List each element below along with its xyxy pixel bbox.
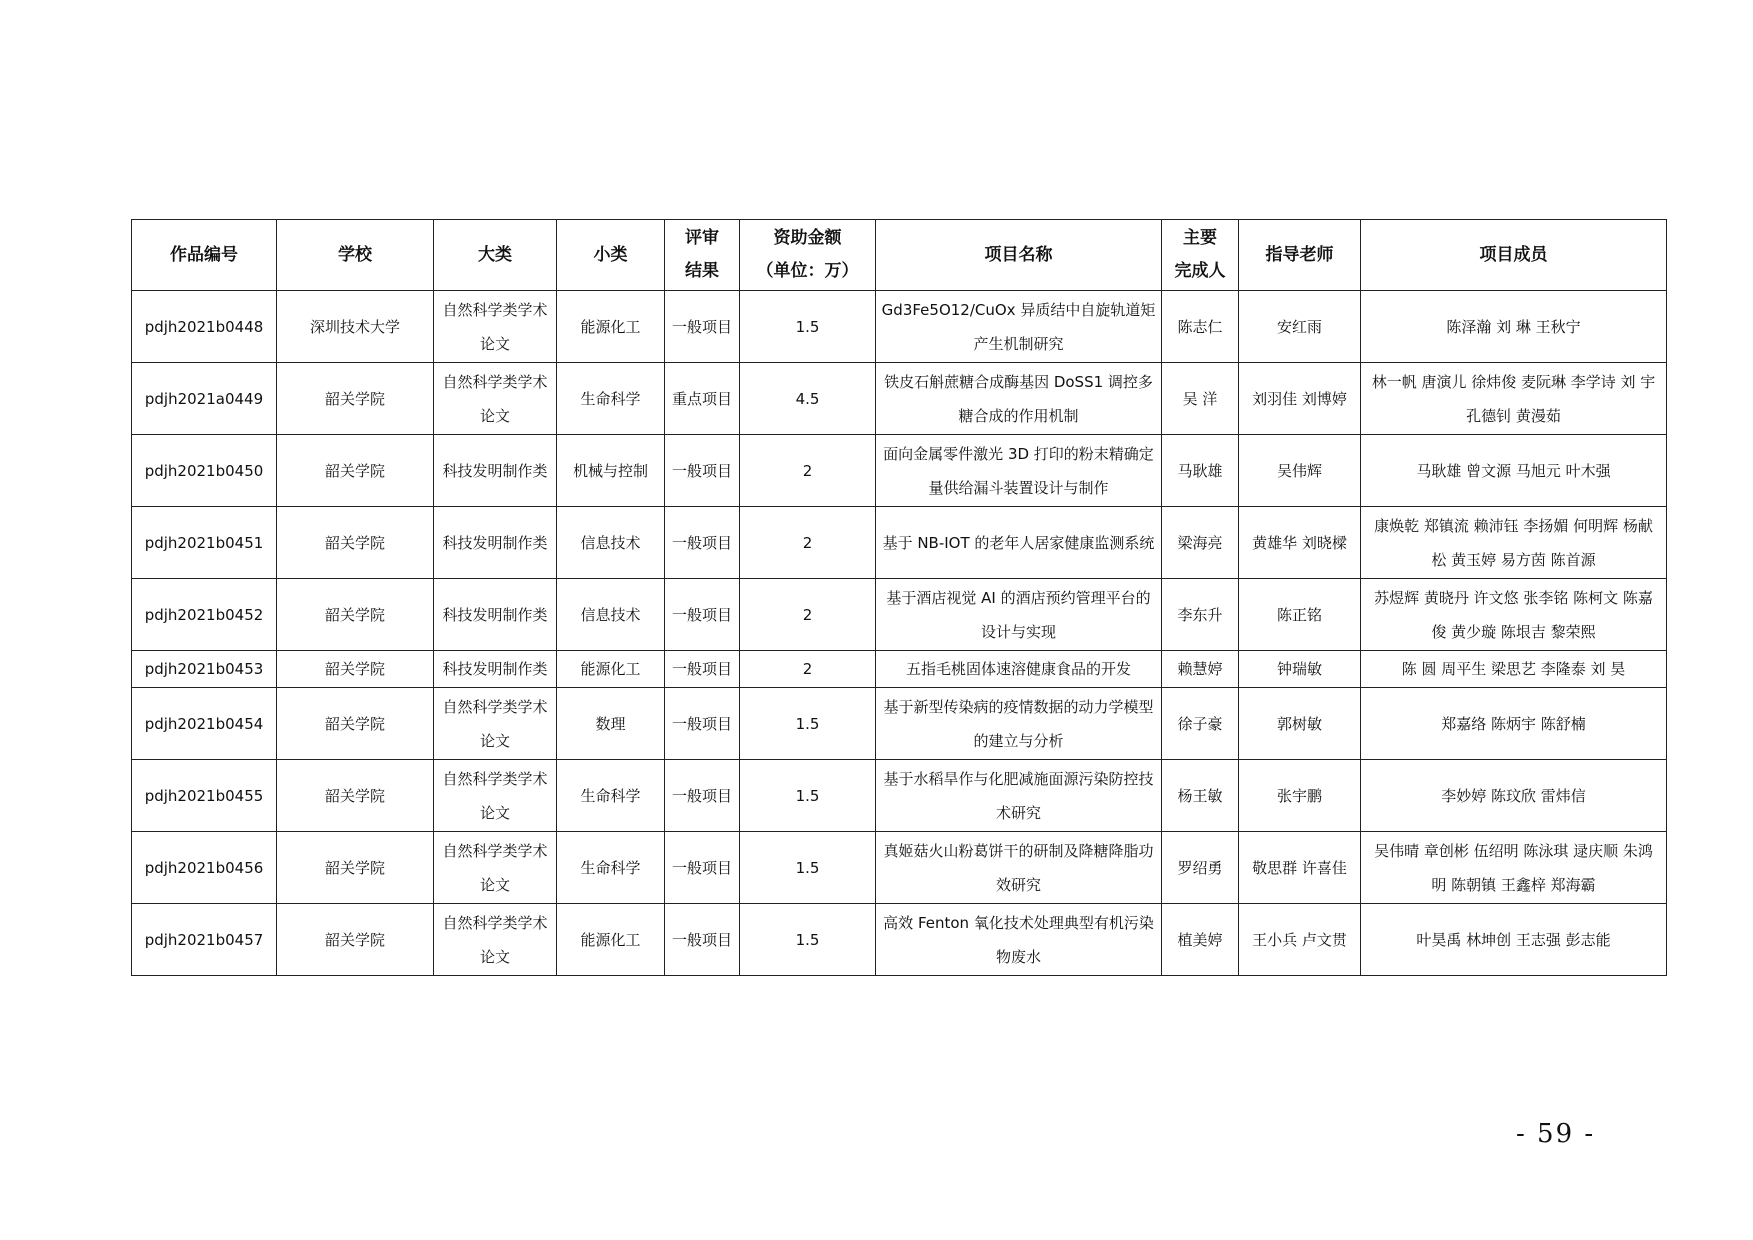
- table-row: [132, 435, 1667, 507]
- cell-subcategory: 能源化工: [557, 291, 665, 363]
- cell-id: pdjh2021b0448: [132, 291, 277, 363]
- cell-lead: 马耿雄: [1162, 435, 1239, 507]
- cell-members: 陈泽瀚 刘 琳 王秋宁: [1361, 291, 1667, 363]
- cell-advisor: 刘羽佳 刘博婷: [1239, 363, 1361, 435]
- cell-review-result: 一般项目: [665, 291, 740, 363]
- table-row: [132, 832, 1667, 904]
- cell-review-result: 一般项目: [665, 579, 740, 651]
- cell-funding: 1.5: [740, 760, 876, 832]
- cell-members: 马耿雄 曾文源 马旭元 叶木强: [1361, 435, 1667, 507]
- cell-members: 苏煜辉 黄晓丹 许文悠 张李铭 陈柯文 陈嘉俊 黄少璇 陈垠吉 黎荣熙: [1361, 579, 1667, 651]
- table-row: [132, 579, 1667, 651]
- cell-id: pdjh2021a0449: [132, 363, 277, 435]
- header-school: 学校: [277, 220, 434, 291]
- table-row: [132, 291, 1667, 363]
- cell-funding: 1.5: [740, 688, 876, 760]
- cell-advisor: 安红雨: [1239, 291, 1361, 363]
- cell-subcategory: 数理: [557, 688, 665, 760]
- cell-id: pdjh2021b0457: [132, 904, 277, 976]
- page-number: - 59 -: [1516, 1119, 1596, 1149]
- cell-review-result: 一般项目: [665, 832, 740, 904]
- cell-funding: 1.5: [740, 832, 876, 904]
- cell-school: 韶关学院: [277, 688, 434, 760]
- table-row: [132, 363, 1667, 435]
- cell-funding: 2: [740, 651, 876, 688]
- cell-lead: 罗绍勇: [1162, 832, 1239, 904]
- cell-members: 林一帆 唐演儿 徐炜俊 麦阮琳 李学诗 刘 宇 孔德钊 黄漫茹: [1361, 363, 1667, 435]
- cell-lead: 杨王敏: [1162, 760, 1239, 832]
- cell-funding: 2: [740, 435, 876, 507]
- cell-lead: 吴 洋: [1162, 363, 1239, 435]
- cell-id: pdjh2021b0455: [132, 760, 277, 832]
- cell-id: pdjh2021b0451: [132, 507, 277, 579]
- header-advisor: 指导老师: [1239, 220, 1361, 291]
- cell-lead: 徐子豪: [1162, 688, 1239, 760]
- cell-advisor: 郭树敏: [1239, 688, 1361, 760]
- cell-subcategory: 信息技术: [557, 579, 665, 651]
- cell-subcategory: 生命科学: [557, 363, 665, 435]
- cell-project-name: 真姬菇火山粉葛饼干的研制及降糖降脂功效研究: [876, 832, 1162, 904]
- header-category: 大类: [434, 220, 557, 291]
- cell-category: 科技发明制作类: [434, 435, 557, 507]
- cell-members: 陈 圆 周平生 梁思艺 李隆泰 刘 昊: [1361, 651, 1667, 688]
- cell-advisor: 张宇鹏: [1239, 760, 1361, 832]
- cell-review-result: 一般项目: [665, 651, 740, 688]
- table-row: [132, 760, 1667, 832]
- cell-lead: 陈志仁: [1162, 291, 1239, 363]
- cell-subcategory: 能源化工: [557, 904, 665, 976]
- cell-funding: 2: [740, 579, 876, 651]
- cell-project-name: 五指毛桃固体速溶健康食品的开发: [876, 651, 1162, 688]
- cell-advisor: 敬思群 许喜佳: [1239, 832, 1361, 904]
- cell-school: 韶关学院: [277, 507, 434, 579]
- cell-members: 叶昊禹 林坤创 王志强 彭志能: [1361, 904, 1667, 976]
- cell-category: 自然科学类学术论文: [434, 291, 557, 363]
- cell-review-result: 一般项目: [665, 507, 740, 579]
- cell-review-result: 一般项目: [665, 760, 740, 832]
- cell-project-name: 铁皮石斛蔗糖合成酶基因 DoSS1 调控多糖合成的作用机制: [876, 363, 1162, 435]
- table-row: [132, 507, 1667, 579]
- cell-category: 科技发明制作类: [434, 651, 557, 688]
- cell-funding: 1.5: [740, 904, 876, 976]
- header-project-name: 项目名称: [876, 220, 1162, 291]
- cell-lead: 梁海亮: [1162, 507, 1239, 579]
- project-table: [131, 219, 1667, 976]
- cell-funding: 4.5: [740, 363, 876, 435]
- cell-school: 深圳技术大学: [277, 291, 434, 363]
- cell-members: 康焕乾 郑镇流 赖沛钰 李扬媚 何明辉 杨献松 黄玉婷 易方茵 陈首源: [1361, 507, 1667, 579]
- cell-project-name: 基于新型传染病的疫情数据的动力学模型的建立与分析: [876, 688, 1162, 760]
- cell-school: 韶关学院: [277, 760, 434, 832]
- cell-lead: 赖慧婷: [1162, 651, 1239, 688]
- cell-id: pdjh2021b0450: [132, 435, 277, 507]
- cell-advisor: 钟瑞敏: [1239, 651, 1361, 688]
- header-subcategory: 小类: [557, 220, 665, 291]
- cell-review-result: 重点项目: [665, 363, 740, 435]
- cell-project-name: 基于酒店视觉 AI 的酒店预约管理平台的设计与实现: [876, 579, 1162, 651]
- cell-members: 吴伟晴 章创彬 伍绍明 陈泳琪 逯庆顺 朱鸿明 陈朝镇 王鑫梓 郑海霸: [1361, 832, 1667, 904]
- cell-subcategory: 生命科学: [557, 760, 665, 832]
- cell-school: 韶关学院: [277, 904, 434, 976]
- cell-category: 科技发明制作类: [434, 579, 557, 651]
- header-lead: 主要 完成人: [1162, 220, 1239, 291]
- cell-category: 自然科学类学术论文: [434, 688, 557, 760]
- cell-lead: 植美婷: [1162, 904, 1239, 976]
- table-row: [132, 904, 1667, 976]
- cell-advisor: 陈正铭: [1239, 579, 1361, 651]
- cell-category: 科技发明制作类: [434, 507, 557, 579]
- cell-id: pdjh2021b0456: [132, 832, 277, 904]
- cell-school: 韶关学院: [277, 363, 434, 435]
- cell-advisor: 吴伟辉: [1239, 435, 1361, 507]
- cell-category: 自然科学类学术论文: [434, 904, 557, 976]
- cell-project-name: 基于 NB-IOT 的老年人居家健康监测系统: [876, 507, 1162, 579]
- table-header-row: [132, 220, 1667, 291]
- cell-category: 自然科学类学术论文: [434, 832, 557, 904]
- cell-review-result: 一般项目: [665, 904, 740, 976]
- header-review-result: 评审 结果: [665, 220, 740, 291]
- cell-lead: 李东升: [1162, 579, 1239, 651]
- cell-subcategory: 机械与控制: [557, 435, 665, 507]
- cell-review-result: 一般项目: [665, 688, 740, 760]
- cell-school: 韶关学院: [277, 651, 434, 688]
- cell-advisor: 黄雄华 刘晓樑: [1239, 507, 1361, 579]
- cell-school: 韶关学院: [277, 579, 434, 651]
- header-id: 作品编号: [132, 220, 277, 291]
- cell-funding: 2: [740, 507, 876, 579]
- cell-id: pdjh2021b0452: [132, 579, 277, 651]
- cell-advisor: 王小兵 卢文贯: [1239, 904, 1361, 976]
- cell-subcategory: 信息技术: [557, 507, 665, 579]
- cell-subcategory: 能源化工: [557, 651, 665, 688]
- cell-school: 韶关学院: [277, 832, 434, 904]
- cell-project-name: 面向金属零件激光 3D 打印的粉末精确定量供给漏斗装置设计与制作: [876, 435, 1162, 507]
- cell-subcategory: 生命科学: [557, 832, 665, 904]
- cell-category: 自然科学类学术论文: [434, 760, 557, 832]
- cell-category: 自然科学类学术论文: [434, 363, 557, 435]
- header-funding: 资助金额 （单位：万）: [740, 220, 876, 291]
- table-row: [132, 688, 1667, 760]
- cell-project-name: 高效 Fenton 氧化技术处理典型有机污染物废水: [876, 904, 1162, 976]
- cell-project-name: Gd3Fe5O12/CuOx 异质结中自旋轨道矩产生机制研究: [876, 291, 1162, 363]
- cell-school: 韶关学院: [277, 435, 434, 507]
- cell-members: 李妙婷 陈玟欣 雷炜信: [1361, 760, 1667, 832]
- cell-funding: 1.5: [740, 291, 876, 363]
- cell-id: pdjh2021b0453: [132, 651, 277, 688]
- cell-id: pdjh2021b0454: [132, 688, 277, 760]
- header-members: 项目成员: [1361, 220, 1667, 291]
- table-row: [132, 651, 1667, 688]
- cell-members: 郑嘉络 陈炳宇 陈舒楠: [1361, 688, 1667, 760]
- cell-review-result: 一般项目: [665, 435, 740, 507]
- cell-project-name: 基于水稻旱作与化肥减施面源污染防控技术研究: [876, 760, 1162, 832]
